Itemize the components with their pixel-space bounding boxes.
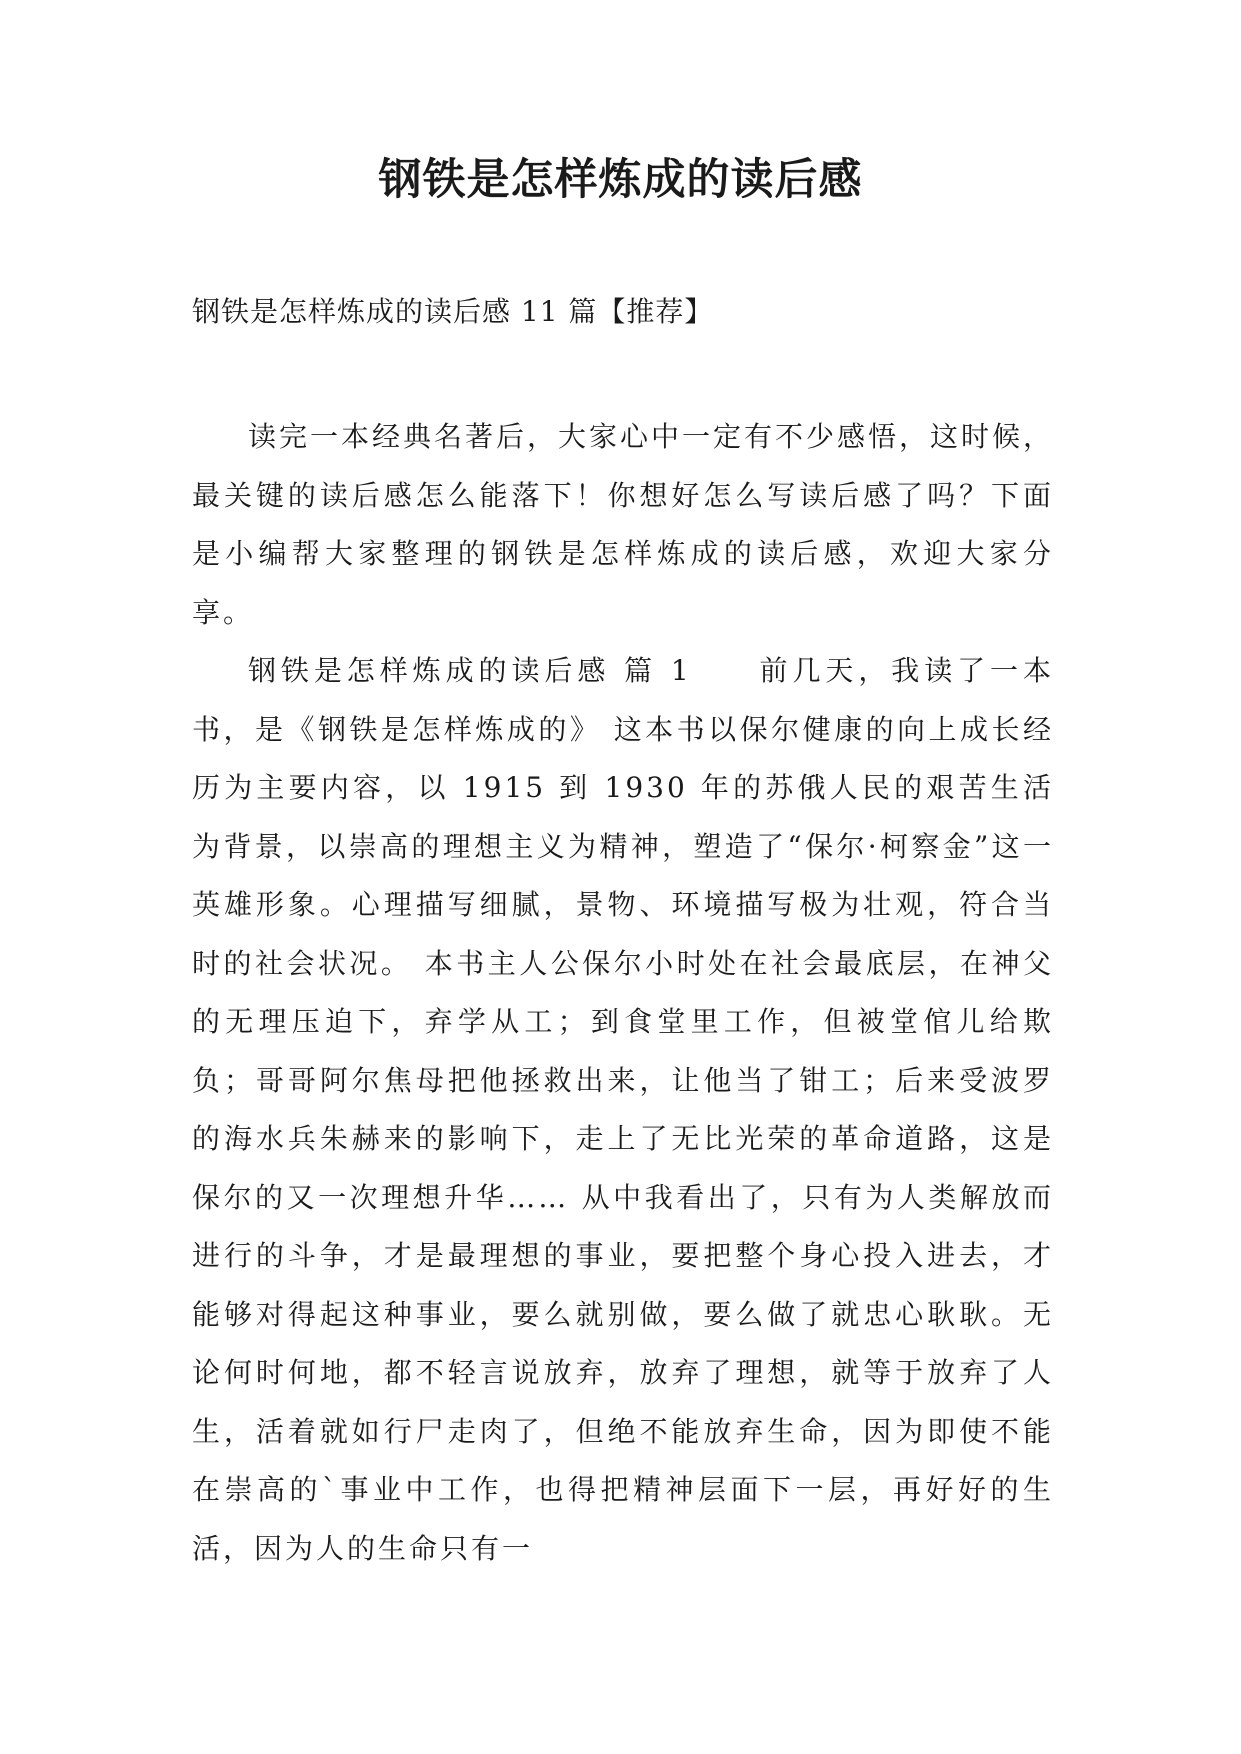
document-body <box>192 408 1054 1578</box>
document-title: 钢铁是怎样炼成的读后感 <box>378 155 863 205</box>
intro-paragraph: 读完一本经典名著后，大家心中一定有不少感悟，这时候，最关键的读后感怎么能落下！你想好怎么写读后感了吗？下面是小编帮大家整理的钢铁是怎样炼成的读后感，欢迎大家分享。 <box>192 420 1055 629</box>
document-subtitle: 钢铁是怎样炼成的读后感 11 篇【推荐】 <box>192 295 714 328</box>
essay-paragraph-1: 钢铁是怎样炼成的读后感 篇 1 前几天，我读了一本书，是《钢铁是怎样炼成的》 这本书以保尔健康的向上成长经历为主要内容，以 1915 到 1930 年的苏俄人民的艰苦生活为背景，以崇高的理想主义为精神，塑造了“保尔·柯察金”这一英雄形象。心理描写细腻，景物、环境描写极为壮观，符合当时的社会状况。 本书主人公保尔小时处在社会最底层，在神父的无理压迫下，弃学从工；到食堂里工作，但被堂倌儿给欺负；哥哥阿尔焦母把他拯救出来，让他当了钳工；后来受波罗的海水兵朱赫来的影响下，走上了无比光荣的革命道路，这是保尔的又一次理想升华…… 从中我看出了，只有为人类解放而进行的斗争，才是最理想的事业，要把整个身心投入进去，才能够对得起这种事业，要么就别做，要么做了就忠心耿耿。无论何时何地，都不轻言说放弃，放弃了理想，就等于放弃了人生，活着就如行尸走肉了，但绝不能放弃生命，因为即使不能在崇高的`事业中工作，也得把精神层面下一层，再好好的生活，因为人的生命只有一 <box>192 654 1054 1565</box>
